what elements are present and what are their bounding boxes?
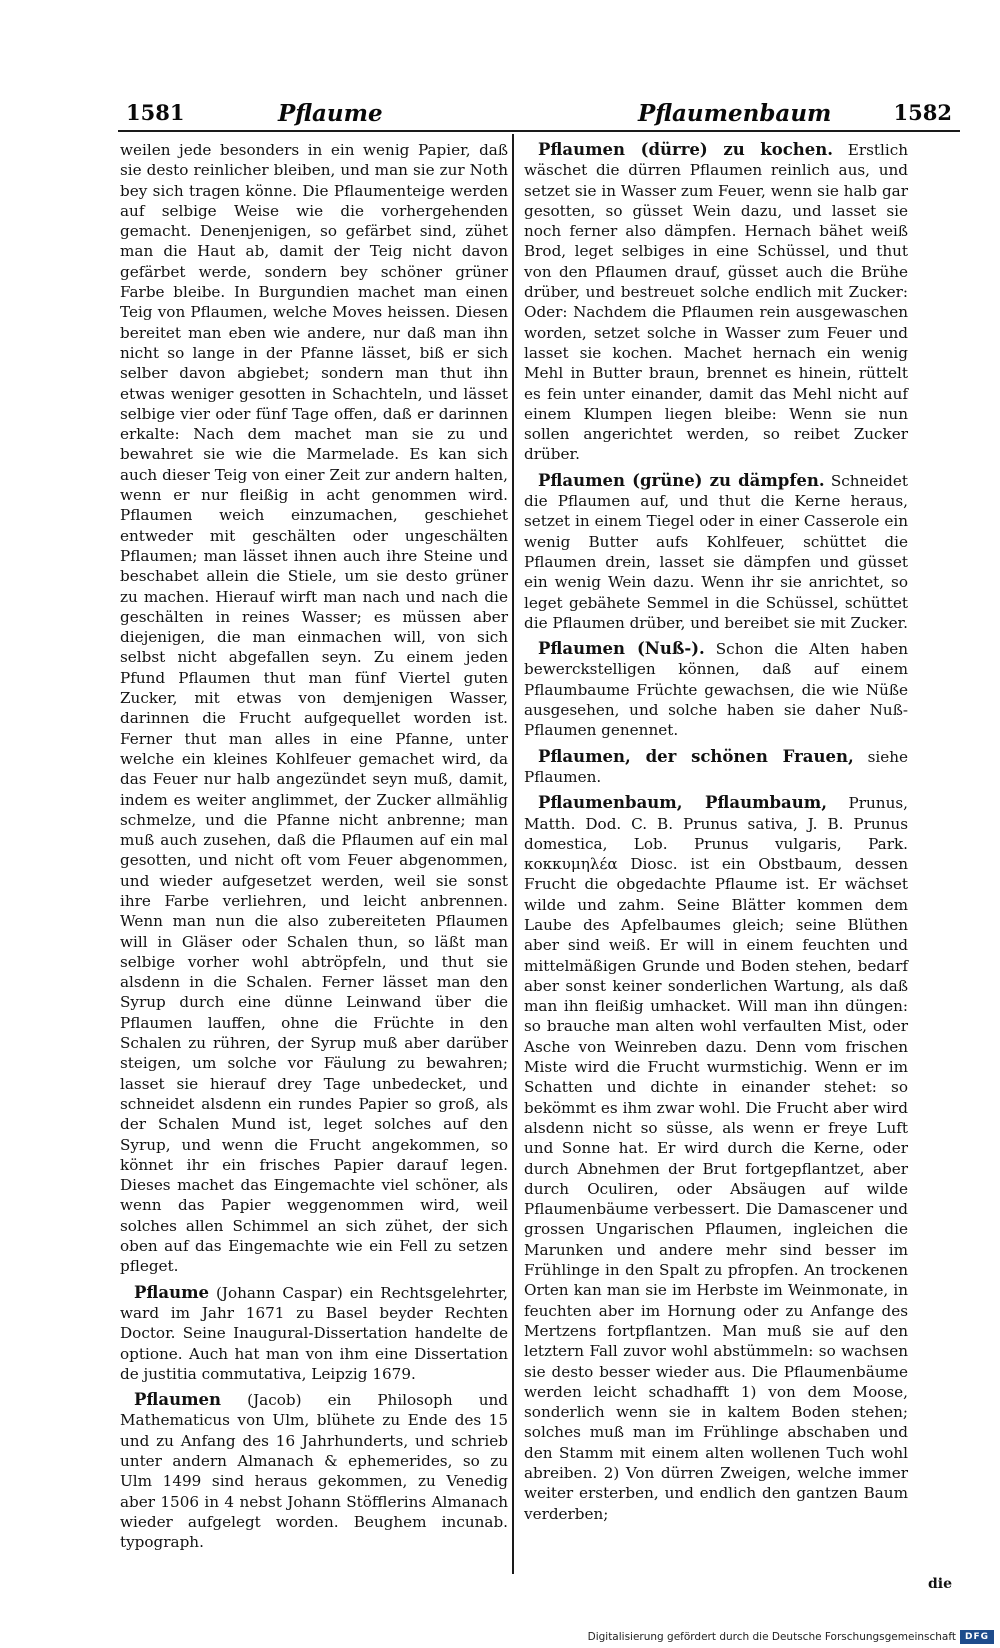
entry-schoenen-frauen (524, 747, 908, 788)
column-divider (512, 134, 514, 1574)
entry-nuss-pflaumen (524, 639, 908, 740)
entry-gruene-pflaumen (524, 471, 908, 633)
header-rule (118, 130, 960, 132)
column-number-left: 1581 (126, 100, 185, 125)
entry-text: (Johann Caspar) ein Rechtsgelehrter, ward im Jahr 1671 zu Basel beyder Rechten Doctor. Seine Inaugural-Dissertation handelte de optione. Auch hat man von ihm eine Dissertation de justitia commutativa, Leipzig 1679. (120, 1283, 509, 1383)
digitization-footer (0, 1624, 1000, 1648)
entry-lemma: Pflaume (134, 1282, 210, 1302)
running-head-right: Pflaumenbaum (638, 100, 832, 127)
entry-text: Erstlich wäschet die dürren Pflaumen reinlich aus, und setzet sie in Wasser zum Feuer, wenn sie halb gar gesotten, so güsset Wein dazu, und lasset sie noch ferner also dämpfen. Hernach bähet weiß Brod, leget selbiges in eine Schüssel, und thut von den Pflaumen drauf, güsset auch die Brühe drüber, und bestreuet solche endlich mit Zucker: Oder: Nachdem die Pflaumen rein ausgewaschen worden, setzet solche in Wasser zum Feuer und lasset sie kochen. Machet hernach ein wenig Mehl in Butter braun, brennet es hinein, rüttelt es fein unter einander, damit das Mehl nicht auf einem Klumpen liegen bleibe: Wenn sie nun sollen angerichtet werden, so reibet Zucker drüber. (524, 141, 908, 464)
right-column (524, 140, 908, 1530)
entry-text: siehe Pflaumen. (524, 747, 908, 786)
entry-lemma: Pflaumen, der schönen Frauen, (538, 746, 854, 766)
dfg-logo-icon: DFG (960, 1630, 994, 1644)
entry-pflaumenbaum (524, 793, 908, 1524)
entry-lemma: Pflaumen (Nuß-). (538, 639, 705, 659)
entry-text: Prunus, Matth. Dod. C. B. Prunus sativa, J. B. Prunus domestica, Lob. Prunus vulgaris, Park. κοκκυμηλέα Diosc. ist ein Obstbaum, dessen Frucht die obgedachte Pflaume ist. Er wächset wilde und zahm. Seine Blätter kommen dem Laube des Apfelbaumes gleich; seine Blüthen aber sind weiß. Er will in einem feuchten und mittelmäßigen Grunde und Boden stehen, bedarf aber sonst keiner sonderlichen Wartung, als daß man ihn fleißig umhacket. Will man ihn düngen: so brauche man alten wohl verfaulten Mist, oder Asche von Weinreben dazu. Denn vom frischen Miste wird die Frucht wurmstichig. Wenn er im Schatten und dichte in einander stehet: so bekömmt es ihm zwar wohl. Die Frucht aber wird alsdenn nicht so süsse, als wenn er freye Luft und Sonne hat. Er wird durch die Kerne, oder durch Abnehmen der Brut fortgepflantzet, aber durch Oculiren, oder Absäugen auf wilde Pflaumenbäume verbessert. Die Damascener und grossen Ungarischen Pflaumen, ingleichen die Marunken und andere mehr sind besser im Frühlinge in den Spalt zu pfropfen. An trockenen Orten kan man sie im Herbste im Weinmonate, in feuchten aber im Hornung oder zu Anfange des Mertzens fortpflantzen. Man muß sie auf den letztern Fall zuvor wohl abstümmeln: so wachsen sie desto besser wieder aus. Die Pflaumenbäume werden leicht schadhafft 1) von dem Moose, sonderlich wenn sie in kaltem Boden stehen; solches muß man im Frühlinge abschaben und den Stamm mit einem alten wollenen Tuch wohl abreiben. 2) Von dürren Zweigen, welche immer weiter ersterben, und endlich den gantzen Baum verderben; (524, 794, 908, 1523)
entry-pflaumen-jacob (120, 1390, 508, 1552)
page-header (118, 96, 960, 132)
column-number-right: 1582 (893, 100, 952, 125)
entry-text: Schneidet die Pflaumen auf, und thut die Kerne heraus, setzet in einem Tiegel oder in einer Casserole ein wenig Butter aufs Kohlfeuer, schüttet die Pflaumen drein, lasset sie dämpfen und güsset ein wenig Wein dazu. Wenn ihr sie anrichtet, so leget gebähete Semmel in die Schüssel, schüttet die Pflaumen drüber, und bereibet sie mit Zucker. (524, 471, 908, 632)
entry-lemma: Pflaumenbaum, Pflaumbaum, (538, 793, 827, 813)
entry-lemma: Pflaumen (grüne) zu dämpfen. (538, 470, 825, 490)
entry-text: Schon die Alten haben bewerckstelligen können, daß auf einem Pflaumbaume Früchte gewachsen, die wie Nüße ausgesehen, und solche haben sie daher Nuß-Pflaumen genennet. (524, 640, 908, 740)
entry-pflaume-johann-caspar (120, 1283, 508, 1384)
running-head-left: Pflaume (278, 100, 383, 127)
entry-lemma: Pflaumen (dürre) zu kochen. (538, 140, 834, 159)
left-column (120, 140, 508, 1558)
entry-duerre-pflaumen (524, 140, 908, 465)
dfg-credit-text: Digitalisierung gefördert durch die Deutsche Forschungsgemeinschaft (587, 1631, 956, 1643)
catchword: die (927, 1576, 952, 1592)
left-paragraph-continuation: weilen jede besonders in ein wenig Papier, daß sie desto reinlicher bleiben, und man sie zur Noth bey sich tragen könne. Die Pflaumenteige werden auf selbige Weise wie die vorhergehenden gemacht. Denenjenigen, so gefärbet sind, zühet man die Haut ab, damit der Teig nicht davon gefärbet werde, sondern bey schöner grüner Farbe bleibe. In Burgundien machet man einen Teig von Pflaumen, welche Moves heissen. Diesen bereitet man eben wie andere, nur daß man ihn nicht so lange in der Pfanne lässet, biß er sich selber davon abgiebet; sondern man thut ihn etwas weniger gesotten in Schachteln, und lässet selbige vier oder fünf Tage offen, daß er darinnen erkalte: Nach dem machet man sie zu und bewahret sie wie die Marmelade. Es kan sich auch dieser Teig von einer Zeit zur andern halten, wenn er nur fleißig in acht genommen wird. Pflaumen weich einzumachen, geschiehet entweder mit geschälten oder ungeschälten Pflaumen; man lässet ihnen auch ihre Steine und beschabet allein die Stiele, um sie desto grüner zu machen. Hierauf wirft man nach und nach die geschälten in reines Wasser; es müssen aber diejenigen, die man einmachen will, von sich selbst nicht abgefallen seyn. Zu einem jeden Pfund Pflaumen thut man fünf Viertel guten Zucker, mit etwas von demjenigen Wasser, darinnen die Frucht aufgequellet worden ist. Ferner thut man alles in eine Pfanne, unter welche ein kleines Kohlfeuer gemachet wird, da das Feuer nur halb angezündet seyn muß, damit, indem es weiter anglimmet, der Zucker allmählig schmelze, und die Pfanne nicht anbrenne; man muß auch zusehen, daß die Pflaumen auf ein mal gesotten, und nicht oft vom Feuer abgenommen, und wieder aufgesetzet werden, weil sie sonst ihre Farbe verliehren, und leicht anbrennen. Wenn man nun die also zubereiteten Pflaumen will in Gläser oder Schalen thun, so läßt man selbige vorher wohl abtröpfeln, und thut sie alsdenn in die Schalen. Ferner lässet man den Syrup durch eine dünne Leinwand über die Pflaumen lauffen, ohne die Früchte in den Schalen zu rühren, der Syrup muß aber darüber steigen, um solche vor Fäulung zu bewahren; lasset sie hierauf drey Tage unbedecket, und schneidet alsdenn ein rundes Papier so groß, als der Schalen Mund ist, leget solches auf den Syrup, und wenn die Frucht angekommen, so könnet ihr ein frisches Papier darauf legen. Dieses machet das Eingemachte viel schöner, als wenn das Papier weggenommen wird, weil solches allen Schimmel an sich zühet, der sich oben auf das Eingemachte wie ein Fell zu setzen pfleget. (120, 141, 508, 1276)
entry-text: (Jacob) ein Philosoph und Mathematicus von Ulm, blühete zu Ende des 15 und zu Anfang des 16 Jahrhunderts, und schrieb unter andern Almanach & ephemerides, so zu Ulm 1499 sind heraus gekommen, zu Venedig aber 1506 in 4 nebst Johann Stöfflerins Almanach wieder aufgelegt worden. Beughem incunab. typograph. (120, 1391, 508, 1552)
entry-lemma: Pflaumen (134, 1390, 222, 1410)
